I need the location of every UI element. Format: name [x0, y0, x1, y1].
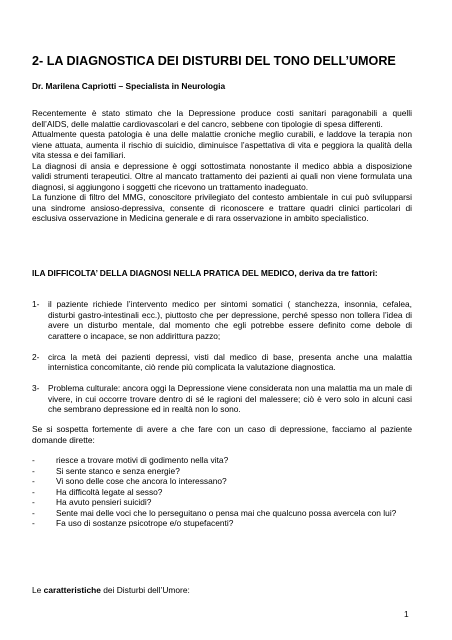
question-item [32, 455, 412, 466]
intro-paragraph: La funzione di filtro del MMG, conoscitore privilegiato del contesto ambientale in cui può svilupparsi una sindrome ansioso-depressiva, consente di riconoscere e trattare quadri clinici particolari di esclusiva osservazione in Medicina generale e di rara osservazione in ambito specialistico. [32, 192, 412, 223]
questions-list [32, 455, 412, 529]
intro-paragraph: Recentemente è stato stimato che la Depressione produce costi sanitari paragonabili a quelli dell’AIDS, delle malattie cardiovascolari e del cancro, sebbene con tipologie di spesa differenti. [32, 108, 412, 129]
question-text: riesce a trovare motivi di godimento nella vita? [56, 455, 229, 465]
intro-paragraph: La diagnosi di ansia e depressione è oggi sottostimata nonostante il medico abbia a disposizione validi strumenti terapeutici. Oltre al mancato trattamento dei pazienti ai quali non viene formulata una diagnosi, si aggiungono i soggetti che ricevono un trattamento inadeguato. [32, 160, 412, 192]
questions-intro: Se si sospetta fortemente di avere a che fare con un caso di depressione, facciamo al paziente domande dirette: [32, 424, 412, 445]
section-subheading: ILA DIFFICOLTA’ DELLA DIAGNOSI NELLA PRATICA DEL MEDICO, deriva da tre fattori: [32, 268, 378, 278]
factors-list [32, 299, 412, 425]
question-item [32, 497, 412, 508]
factor-text: circa la metà dei pazienti depressi, visti dal medico di base, presenta anche una malattia internistica concomitante, ciò rende più complicata la valutazione diagnostica. [48, 351, 412, 372]
question-item [32, 508, 412, 519]
list-dash: - [32, 455, 35, 465]
question-text: Fa uso di sostanze psicotrope e/o stupefacenti? [56, 518, 234, 528]
question-item [32, 476, 412, 487]
question-text: Sente mai delle voci che lo perseguitano o pensa mai che qualcuno possa avercela con lui? [56, 507, 397, 518]
page-number: 1 [404, 609, 409, 619]
question-text: Si sente stanco e senza energie? [56, 465, 180, 476]
factor-text: Problema culturale: ancora oggi la Depressione viene considerata non una malattia ma un male di vivere, in cui occorre trovare dentro di sé le ragioni del malessere; ciò è vero solo in alcuni casi che sembrano depressione ed in realtà non lo sono. [48, 383, 412, 414]
factor-number: 1- [32, 299, 40, 309]
list-dash: - [32, 507, 35, 518]
question-text: Vi sono delle cose che ancora lo interessano? [56, 476, 227, 486]
characteristics-suffix: dei Disturbi dell’Umore: [100, 585, 190, 595]
question-item [32, 466, 412, 477]
factor-item [32, 383, 412, 415]
intro-paragraph: Attualmente questa patologia è una delle malattie croniche meglio curabili, e laddove la terapia non viene attuata, aumenta il rischio di suicidio, diminuisce l’aspettativa di vita e peggiora la qualità della vita stessa e dei familiari. [32, 129, 412, 160]
author-line: Dr. Marilena Capriotti – Specialista in Neurologia [32, 81, 226, 91]
question-item [32, 518, 412, 529]
intro-section [32, 108, 412, 224]
list-dash: - [32, 497, 35, 507]
list-dash: - [32, 486, 35, 497]
list-dash: - [32, 476, 35, 486]
factor-number: 3- [32, 383, 40, 393]
factor-text: il paziente richiede l’intervento medico per sintomi somatici ( stanchezza, insonnia, cefalea, disturbi gastro-intestinali ecc.), piuttosto che per depressione, perché spesso non tollera l’idea di avere un disturbo mentale, dal momento che egli potrebbe essere definito come debole di carattere o incapace, se non addirittura pazzo; [48, 299, 412, 341]
characteristics-prefix: Le [32, 585, 44, 595]
characteristics-keyword: caratteristiche [43, 585, 101, 595]
question-text: Ha difficoltà legate al sesso? [56, 486, 163, 497]
factor-item [32, 299, 412, 341]
document-title: 2- LA DIAGNOSTICA DEI DISTURBI DEL TONO DELL’UMORE [32, 54, 396, 68]
list-dash: - [32, 518, 35, 528]
question-text: Ha avuto pensieri suicidi? [56, 497, 152, 507]
list-dash: - [32, 465, 35, 476]
characteristics-line [32, 585, 190, 595]
question-item [32, 487, 412, 498]
factor-item [32, 352, 412, 373]
factor-number: 2- [32, 351, 40, 362]
